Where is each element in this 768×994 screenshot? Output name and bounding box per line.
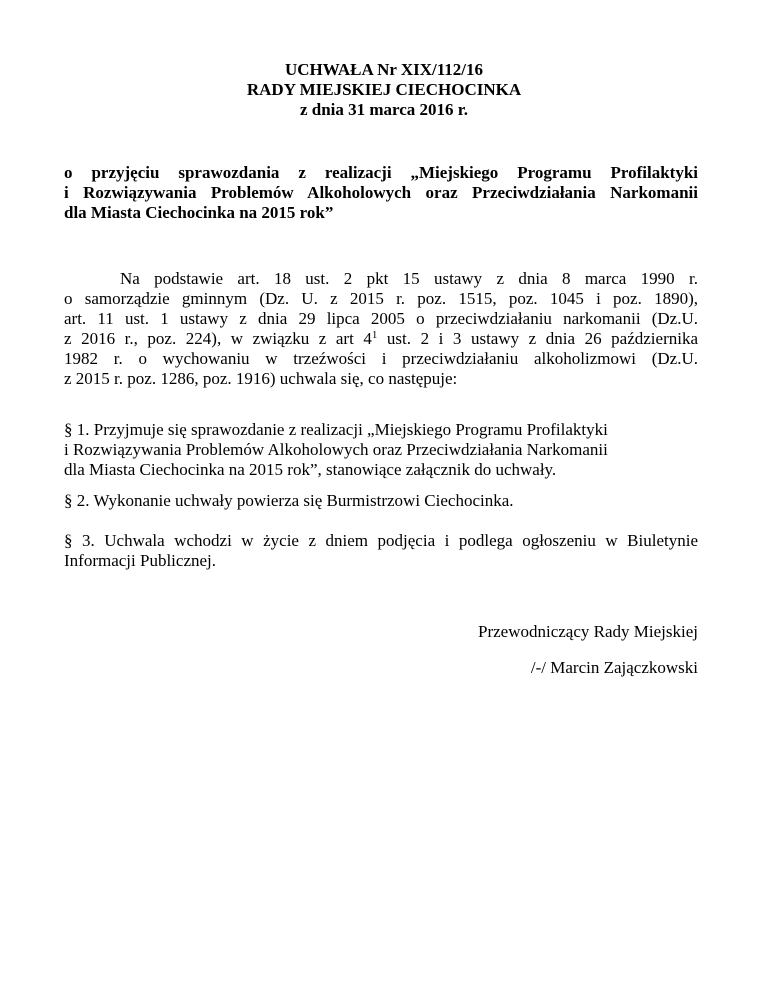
basis-line: o samorządzie gminnym (Dz. U. z 2015 r. poz. 1515, poz. 1045 i poz. 1890),	[64, 289, 698, 308]
basis-text: ust. 2 i 3 ustawy z dnia 26 października	[377, 329, 698, 348]
basis-line: z 2015 r. poz. 1286, poz. 1916) uchwala się, co następuje:	[64, 369, 458, 388]
paragraph-1	[64, 420, 698, 480]
paragraph-line: dla Miasta Ciechocinka na 2015 rok”, stanowiące załącznik do uchwały.	[64, 460, 557, 479]
subject-line: o przyjęciu sprawozdania z realizacji „Miejskiego Programu Profilaktyki	[64, 163, 698, 182]
resolution-subject	[64, 163, 698, 223]
subject-line: i Rozwiązywania Problemów Alkoholowych oraz Przeciwdziałania Narkomanii	[64, 183, 698, 202]
resolution-number: UCHWAŁA Nr XIX/112/16	[284, 60, 484, 79]
paragraph-line: Informacji Publicznej.	[64, 551, 217, 570]
subject-line: dla Miasta Ciechocinka na 2015 rok”	[64, 203, 334, 222]
basis-text: z 2016 r., poz. 224), w związku z art 4	[64, 329, 372, 348]
basis-line: Na podstawie art. 18 ust. 2 pkt 15 ustawy z dnia 8 marca 1990 r.	[120, 269, 698, 288]
paragraph-line: § 1. Przyjmuje się sprawozdanie z realizacji „Miejskiego Programu Profilaktyki	[64, 420, 608, 439]
paragraph-line: § 3. Uchwala wchodzi w życie z dniem podjęcia i podlega ogłoszeniu w Biuletynie	[64, 531, 698, 550]
signature-title: Przewodniczący Rady Miejskiej	[478, 622, 698, 641]
resolution-header	[0, 60, 768, 120]
legal-basis	[64, 269, 698, 389]
superscript: 1	[371, 329, 378, 341]
signature-name: /-/ Marcin Zajączkowski	[530, 658, 698, 677]
basis-line: art. 11 ust. 1 ustawy z dnia 29 lipca 2005 o przeciwdziałaniu narkomanii (Dz.U.	[64, 309, 698, 328]
paragraph-line: i Rozwiązywania Problemów Alkoholowych oraz Przeciwdziałania Narkomanii	[64, 440, 608, 459]
resolution-date: z dnia 31 marca 2016 r.	[299, 100, 469, 119]
resolution-council: RADY MIEJSKIEJ CIECHOCINKA	[246, 80, 522, 99]
basis-line	[64, 329, 698, 349]
basis-line: 1982 r. o wychowaniu w trzeźwości i przeciwdziałaniu alkoholizmowi (Dz.U.	[64, 349, 698, 368]
paragraph-2	[64, 491, 698, 511]
paragraph-3	[64, 531, 698, 571]
paragraph-line: § 2. Wykonanie uchwały powierza się Burmistrzowi Ciechocinka.	[64, 491, 514, 510]
